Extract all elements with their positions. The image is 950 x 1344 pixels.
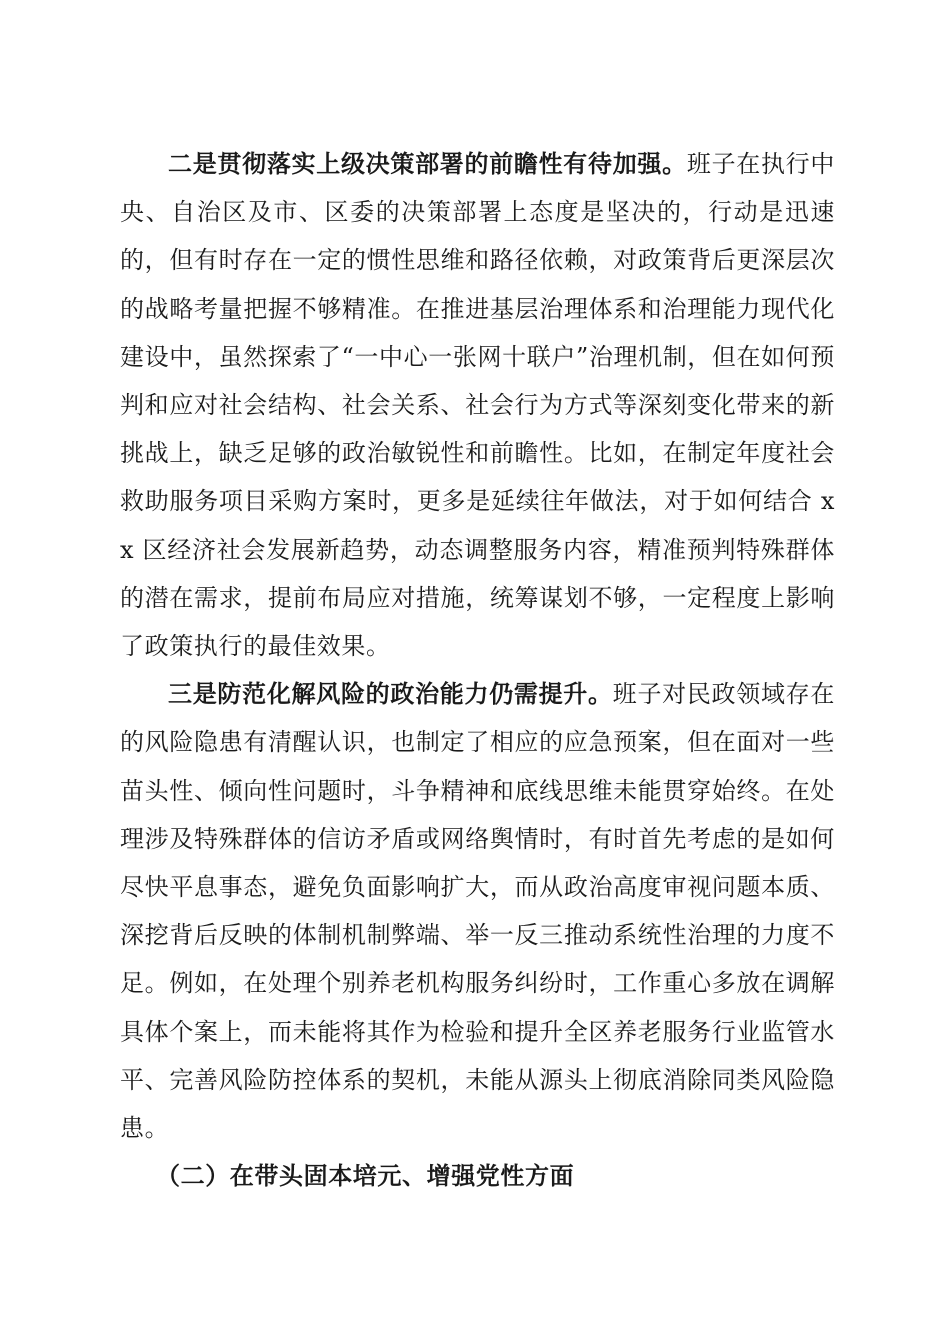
paragraph-1: [120, 140, 835, 670]
paragraph-2-body: 班子对民政领域存在的风险隐患有清醒认识，也制定了相应的应急预案，但在面对一些苗头性、倾向性问题时，斗争精神和底线思维未能贯穿始终。在处理涉及特殊群体的信访矛盾或网络舆情时，有时首先考虑的是如何尽快平息事态，避免负面影响扩大，而从政治高度审视问题本质、深挖背后反映的体制机制弊端、举一反三推动系统性治理的力度不足。例如，在处理个别养老机构服务纠纷时，工作重心多放在调解具体个案上，而未能将其作为检验和提升全区养老服务行业监管水平、完善风险防控体系的契机，未能从源头上彻底消除同类风险隐患。: [120, 680, 835, 1143]
document-body: [120, 140, 835, 1200]
paragraph-2-lead: 三是防范化解风险的政治能力仍需提升。: [168, 679, 613, 709]
section-heading: （二）在带头固本培元、增强党性方面: [156, 1161, 575, 1191]
paragraph-2: [120, 670, 835, 1152]
paragraph-1-body: 班子在执行中央、自治区及市、区委的决策部署上态度是坚决的，行动是迅速的，但有时存在一定的惯性思维和路径依赖，对政策背后更深层次的战略考量把握不够精准。在推进基层治理体系和治理能力现代化建设中，虽然探索了“一中心一张网十联户”治理机制，但在如何预判和应对社会结构、社会关系、社会行为方式等深刻变化带来的新挑战上，缺乏足够的政治敏锐性和前瞻性。比如，在制定年度社会救助服务项目采购方案时，更多是延续往年做法，对于如何结合 xx 区经济社会发展新趋势，动态调整服务内容，精准预判特殊群体的潜在需求，提前布局应对措施，统筹谋划不够，一定程度上影响了政策执行的最佳效果。: [120, 150, 835, 661]
paragraph-1-lead: 二是贯彻落实上级决策部署的前瞻性有待加强。: [168, 149, 687, 178]
